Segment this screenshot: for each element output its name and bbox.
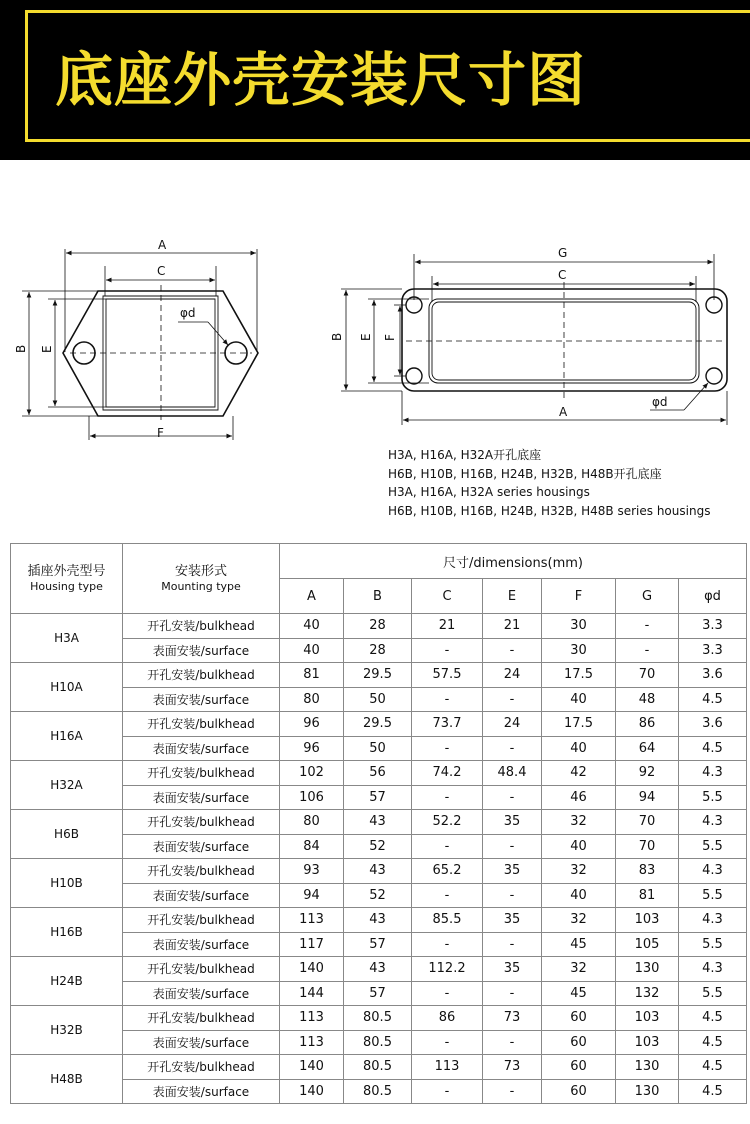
dimension-value-cell: - xyxy=(483,1030,542,1055)
dimension-value-cell: 83 xyxy=(616,859,679,884)
table-body xyxy=(11,614,747,1104)
dimension-value-cell: 113 xyxy=(412,1055,483,1080)
mounting-type-cell: 表面安装/surface xyxy=(123,785,280,810)
dimension-value-cell: 57 xyxy=(344,981,412,1006)
dimension-value-cell: 40 xyxy=(542,736,616,761)
housing-model-cell: H10B xyxy=(11,859,123,908)
right-base-drawing xyxy=(341,254,727,425)
dimension-value-cell: 73 xyxy=(483,1055,542,1080)
dimension-value-cell: 35 xyxy=(483,957,542,982)
dimension-value-cell: 32 xyxy=(542,908,616,933)
dimension-value-cell: 3.3 xyxy=(679,638,747,663)
dimension-value-cell: 106 xyxy=(280,785,344,810)
dimension-value-cell: - xyxy=(412,981,483,1006)
dimension-value-cell: 112.2 xyxy=(412,957,483,982)
dimension-value-cell: 117 xyxy=(280,932,344,957)
dimension-value-cell: 80.5 xyxy=(344,1079,412,1104)
dimension-value-cell: 30 xyxy=(542,614,616,639)
dimension-value-cell: 103 xyxy=(616,1006,679,1031)
dimension-value-cell: 130 xyxy=(616,1055,679,1080)
right-label-b: B xyxy=(330,332,344,341)
dimension-value-cell: 45 xyxy=(542,981,616,1006)
dimension-value-cell: 56 xyxy=(344,761,412,786)
dimension-value-cell: 17.5 xyxy=(542,663,616,688)
dimension-value-cell: 3.6 xyxy=(679,712,747,737)
dimension-value-cell: 94 xyxy=(280,883,344,908)
dimension-value-cell: 28 xyxy=(344,638,412,663)
left-label-f: F xyxy=(157,426,164,440)
right-label-f: F xyxy=(383,334,397,341)
housing-model-cell: H32B xyxy=(11,1006,123,1055)
dimension-value-cell: 4.3 xyxy=(679,859,747,884)
column-header: φd xyxy=(679,579,747,614)
page-title: 底座外壳安装尺寸图 xyxy=(55,46,587,114)
mounting-type-cell: 开孔安装/bulkhead xyxy=(123,908,280,933)
dimension-value-cell: 43 xyxy=(344,957,412,982)
dimension-value-cell: 4.5 xyxy=(679,1030,747,1055)
dimension-value-cell: - xyxy=(412,638,483,663)
dimension-value-cell: 40 xyxy=(542,834,616,859)
dimension-value-cell: 29.5 xyxy=(344,663,412,688)
table-row xyxy=(11,908,747,933)
dimension-value-cell: 57 xyxy=(344,785,412,810)
dimension-value-cell: 96 xyxy=(280,712,344,737)
housing-model-cell: H10A xyxy=(11,663,123,712)
dimension-value-cell: 29.5 xyxy=(344,712,412,737)
mounting-type-cell: 开孔安装/bulkhead xyxy=(123,810,280,835)
dimension-value-cell: 60 xyxy=(542,1006,616,1031)
mounting-type-cell: 开孔安装/bulkhead xyxy=(123,614,280,639)
dimension-value-cell: 5.5 xyxy=(679,834,747,859)
dimension-value-cell: - xyxy=(483,981,542,1006)
dimension-value-cell: 4.5 xyxy=(679,1006,747,1031)
table-row xyxy=(11,859,747,884)
housing-model-cell: H6B xyxy=(11,810,123,859)
dimension-value-cell: 80.5 xyxy=(344,1006,412,1031)
housing-model-cell: H16B xyxy=(11,908,123,957)
dimension-value-cell: 85.5 xyxy=(412,908,483,933)
mounting-type-cell: 表面安装/surface xyxy=(123,834,280,859)
dimension-value-cell: 105 xyxy=(616,932,679,957)
dimension-value-cell: 35 xyxy=(483,859,542,884)
dimension-value-cell: 140 xyxy=(280,1055,344,1080)
right-label-g: G xyxy=(558,246,568,260)
dimension-value-cell: 60 xyxy=(542,1030,616,1055)
right-label-phi-d: φd xyxy=(652,395,668,409)
dimension-value-cell: - xyxy=(412,736,483,761)
dimension-value-cell: 17.5 xyxy=(542,712,616,737)
dimension-value-cell: 144 xyxy=(280,981,344,1006)
series-notes xyxy=(388,446,710,520)
header-dimensions: 尺寸/dimensions(mm) xyxy=(280,544,747,579)
dimension-value-cell: 5.5 xyxy=(679,932,747,957)
dimension-value-cell: 4.3 xyxy=(679,908,747,933)
header-housing-type-cn: 插座外壳型号 xyxy=(27,564,106,579)
dimension-value-cell: 48 xyxy=(616,687,679,712)
table-row xyxy=(11,810,747,835)
dimension-value-cell: 92 xyxy=(616,761,679,786)
dimension-value-cell: 86 xyxy=(616,712,679,737)
dimension-value-cell: 57 xyxy=(344,932,412,957)
dimension-value-cell: 93 xyxy=(280,859,344,884)
dimension-value-cell: 60 xyxy=(542,1079,616,1104)
mounting-type-cell: 表面安装/surface xyxy=(123,638,280,663)
dimension-value-cell: 80.5 xyxy=(344,1055,412,1080)
left-base-drawing xyxy=(22,249,258,440)
dimension-value-cell: 45 xyxy=(542,932,616,957)
dimension-value-cell: - xyxy=(616,614,679,639)
dimension-value-cell: 70 xyxy=(616,810,679,835)
note-line: H6B, H10B, H16B, H24B, H32B, H48B series housings xyxy=(388,503,711,518)
mounting-type-cell: 开孔安装/bulkhead xyxy=(123,957,280,982)
mounting-type-cell: 开孔安装/bulkhead xyxy=(123,761,280,786)
header-mounting-type-cn: 安装形式 xyxy=(174,564,227,579)
dimension-value-cell: 24 xyxy=(483,712,542,737)
dimension-value-cell: 52 xyxy=(344,834,412,859)
dimension-value-cell: 130 xyxy=(616,957,679,982)
dimension-value-cell: 4.5 xyxy=(679,736,747,761)
dimension-value-cell: 32 xyxy=(542,957,616,982)
mounting-type-cell: 表面安装/surface xyxy=(123,1079,280,1104)
dimension-value-cell: 80.5 xyxy=(344,1030,412,1055)
dimension-value-cell: 102 xyxy=(280,761,344,786)
dimension-value-cell: 50 xyxy=(344,736,412,761)
mounting-type-cell: 表面安装/surface xyxy=(123,687,280,712)
dimension-value-cell: 86 xyxy=(412,1006,483,1031)
dimension-value-cell: 50 xyxy=(344,687,412,712)
housing-model-cell: H24B xyxy=(11,957,123,1006)
column-header: F xyxy=(542,579,616,614)
dimension-value-cell: 4.5 xyxy=(679,1079,747,1104)
dimension-value-cell: - xyxy=(412,785,483,810)
table-row xyxy=(11,614,747,639)
header-housing-type-en: Housing type xyxy=(30,580,103,593)
right-label-c: C xyxy=(558,268,567,282)
dimension-value-cell: 35 xyxy=(483,908,542,933)
right-dimension-labels xyxy=(330,246,668,419)
dimension-value-cell: 113 xyxy=(280,1006,344,1031)
dimension-value-cell: 140 xyxy=(280,1079,344,1104)
header-mounting-type-en: Mounting type xyxy=(161,580,241,593)
dimension-value-cell: - xyxy=(412,932,483,957)
dimension-value-cell: 4.5 xyxy=(679,1055,747,1080)
right-label-a: A xyxy=(559,405,568,419)
dimension-value-cell: 103 xyxy=(616,1030,679,1055)
dimension-value-cell: 73 xyxy=(483,1006,542,1031)
dimension-value-cell: 140 xyxy=(280,957,344,982)
dimension-value-cell: 70 xyxy=(616,663,679,688)
dimension-value-cell: 48.4 xyxy=(483,761,542,786)
left-label-a: A xyxy=(158,238,167,252)
housing-model-cell: H48B xyxy=(11,1055,123,1104)
mounting-type-cell: 表面安装/surface xyxy=(123,981,280,1006)
dimension-value-cell: 40 xyxy=(280,614,344,639)
dimension-value-cell: - xyxy=(483,932,542,957)
title-banner xyxy=(0,0,750,160)
mounting-type-cell: 表面安装/surface xyxy=(123,883,280,908)
dimension-value-cell: 80 xyxy=(280,810,344,835)
dimension-value-cell: 32 xyxy=(542,810,616,835)
dimension-value-cell: 30 xyxy=(542,638,616,663)
dimension-value-cell: - xyxy=(483,834,542,859)
housing-model-cell: H32A xyxy=(11,761,123,810)
table-row xyxy=(11,761,747,786)
dimension-value-cell: 57.5 xyxy=(412,663,483,688)
column-header: C xyxy=(412,579,483,614)
housing-model-cell: H3A xyxy=(11,614,123,663)
dimension-value-cell: 73.7 xyxy=(412,712,483,737)
housing-model-cell: H16A xyxy=(11,712,123,761)
dimension-value-cell: 60 xyxy=(542,1055,616,1080)
dimension-value-cell: 4.5 xyxy=(679,687,747,712)
table-row xyxy=(11,663,747,688)
dimension-value-cell: 96 xyxy=(280,736,344,761)
dimension-value-cell: - xyxy=(412,687,483,712)
dimension-value-cell: 113 xyxy=(280,1030,344,1055)
dimension-value-cell: - xyxy=(483,687,542,712)
left-label-b: B xyxy=(14,344,28,353)
dimension-value-cell: 52.2 xyxy=(412,810,483,835)
dimension-value-cell: 4.3 xyxy=(679,810,747,835)
dimension-value-cell: 40 xyxy=(280,638,344,663)
table-header-row xyxy=(11,544,747,579)
dimension-value-cell: 40 xyxy=(542,883,616,908)
mounting-type-cell: 表面安装/surface xyxy=(123,1030,280,1055)
dimension-value-cell: 74.2 xyxy=(412,761,483,786)
dimension-value-cell: 3.6 xyxy=(679,663,747,688)
dimension-value-cell: - xyxy=(412,1030,483,1055)
note-line: H6B, H10B, H16B, H24B, H32B, H48B开孔底座 xyxy=(388,466,662,481)
dimension-value-cell: 80 xyxy=(280,687,344,712)
dimension-value-cell: 70 xyxy=(616,834,679,859)
left-label-phi-d: φd xyxy=(180,306,196,320)
dimension-value-cell: - xyxy=(412,883,483,908)
table-row xyxy=(11,957,747,982)
column-header: A xyxy=(280,579,344,614)
table-row xyxy=(11,1055,747,1080)
header-mounting-type xyxy=(123,544,280,614)
dimension-value-cell: 5.5 xyxy=(679,883,747,908)
dimension-value-cell: 32 xyxy=(542,859,616,884)
dimension-value-cell: - xyxy=(483,736,542,761)
dimension-value-cell: 46 xyxy=(542,785,616,810)
dimension-value-cell: 132 xyxy=(616,981,679,1006)
mounting-type-cell: 开孔安装/bulkhead xyxy=(123,663,280,688)
dimension-value-cell: 103 xyxy=(616,908,679,933)
dimension-value-cell: 35 xyxy=(483,810,542,835)
note-line: H3A, H16A, H32A开孔底座 xyxy=(388,448,542,462)
dimension-value-cell: 28 xyxy=(344,614,412,639)
table-row xyxy=(11,712,747,737)
dimension-value-cell: 84 xyxy=(280,834,344,859)
dimension-value-cell: 130 xyxy=(616,1079,679,1104)
left-label-e: E xyxy=(40,345,54,353)
dimension-value-cell: 4.3 xyxy=(679,957,747,982)
column-header: E xyxy=(483,579,542,614)
mounting-type-cell: 开孔安装/bulkhead xyxy=(123,859,280,884)
table-row xyxy=(11,1006,747,1031)
header-housing-type xyxy=(11,544,123,614)
dimension-value-cell: 65.2 xyxy=(412,859,483,884)
dimension-value-cell: - xyxy=(483,785,542,810)
dimension-value-cell: 81 xyxy=(616,883,679,908)
dimension-value-cell: 52 xyxy=(344,883,412,908)
dimension-value-cell: 5.5 xyxy=(679,785,747,810)
dimension-value-cell: 3.3 xyxy=(679,614,747,639)
dimension-value-cell: 43 xyxy=(344,908,412,933)
dimension-value-cell: - xyxy=(483,638,542,663)
mounting-type-cell: 表面安装/surface xyxy=(123,932,280,957)
dimension-value-cell: 4.3 xyxy=(679,761,747,786)
dimension-value-cell: 43 xyxy=(344,810,412,835)
right-label-e: E xyxy=(359,333,373,341)
dimension-value-cell: 81 xyxy=(280,663,344,688)
mounting-type-cell: 开孔安装/bulkhead xyxy=(123,1055,280,1080)
dimension-value-cell: 43 xyxy=(344,859,412,884)
mounting-type-cell: 开孔安装/bulkhead xyxy=(123,712,280,737)
left-label-c: C xyxy=(157,264,166,278)
dimension-value-cell: 113 xyxy=(280,908,344,933)
dimension-value-cell: 42 xyxy=(542,761,616,786)
column-header: G xyxy=(616,579,679,614)
mounting-type-cell: 开孔安装/bulkhead xyxy=(123,1006,280,1031)
dimension-value-cell: - xyxy=(483,1079,542,1104)
dimension-value-cell: 94 xyxy=(616,785,679,810)
mounting-type-cell: 表面安装/surface xyxy=(123,736,280,761)
dimension-value-cell: 24 xyxy=(483,663,542,688)
dimension-value-cell: - xyxy=(483,883,542,908)
dimension-value-cell: - xyxy=(412,834,483,859)
dimension-value-cell: 21 xyxy=(483,614,542,639)
note-line: H3A, H16A, H32A series housings xyxy=(388,485,590,499)
dimension-value-cell: 40 xyxy=(542,687,616,712)
dimension-value-cell: 5.5 xyxy=(679,981,747,1006)
dimension-value-cell: - xyxy=(412,1079,483,1104)
dimensions-table xyxy=(10,543,747,1104)
dimension-value-cell: 64 xyxy=(616,736,679,761)
mounting-drawings xyxy=(0,230,750,440)
dimension-value-cell: - xyxy=(616,638,679,663)
column-header: B xyxy=(344,579,412,614)
dimension-value-cell: 21 xyxy=(412,614,483,639)
